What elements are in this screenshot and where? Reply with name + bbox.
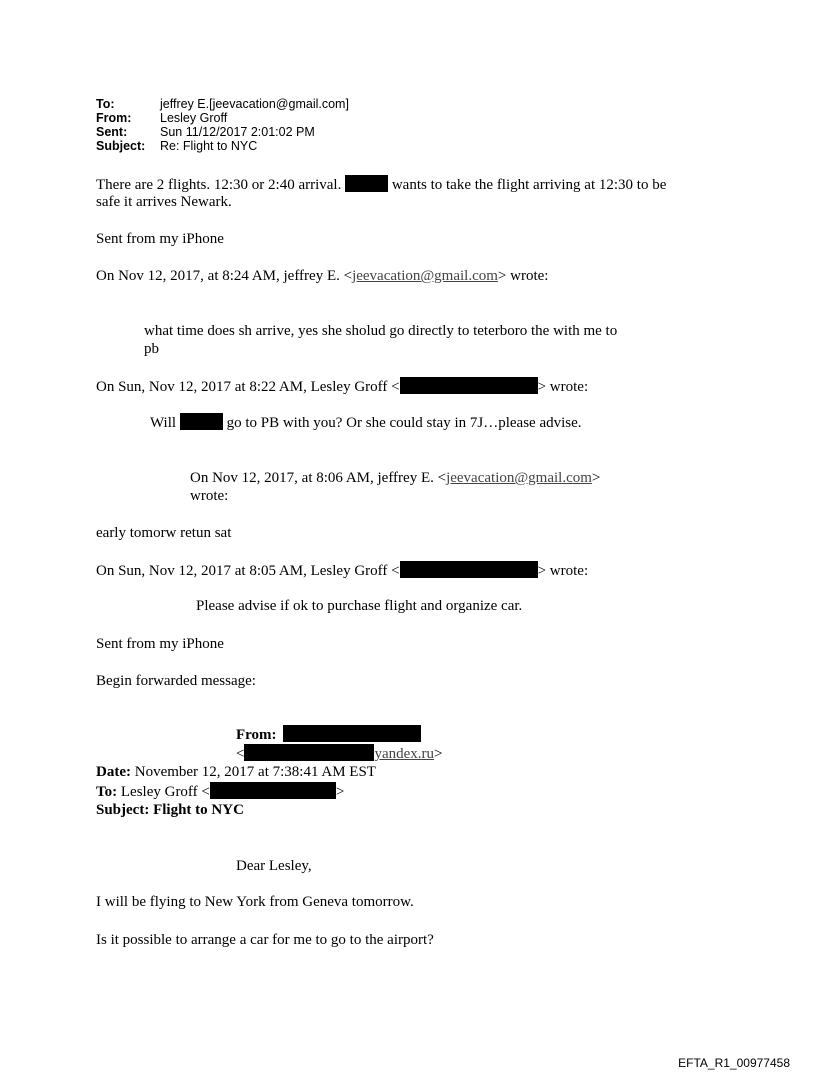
quote3-body: early tomorw retun sat (96, 525, 232, 541)
quote2-body (150, 413, 582, 432)
header-sent-label: Sent: (96, 125, 128, 139)
quote3-intro-text: On Nov 12, 2017, at 8:06 AM, jeffrey E. < (190, 470, 447, 486)
quote3-intro-end: > (591, 470, 601, 486)
quote4-intro (96, 561, 588, 580)
msg1-line1 (96, 175, 666, 194)
email-link[interactable]: yandex.ru (374, 746, 435, 762)
header-sent-value: Sun 11/12/2017 2:01:02 PM (160, 125, 315, 139)
quote2-intro (96, 377, 588, 396)
fwd-date-value: November 12, 2017 at 7:38:41 AM EST (130, 764, 376, 780)
email-link[interactable]: jeevacation@gmail.com (352, 268, 498, 284)
redaction-box (400, 561, 538, 578)
fwd-from-row (236, 726, 277, 744)
quote2-body-text-b: go to PB with you? Or she could stay in 7J…please advise. (226, 415, 582, 431)
quote4-sent-from: Sent from my iPhone (96, 636, 224, 652)
header-from-value: Lesley Groff (160, 111, 228, 125)
header-subject-value: Re: Flight to NYC (160, 139, 258, 153)
fwd-to-row (96, 782, 344, 801)
quote1-body-line2: pb (144, 341, 159, 357)
quote1-intro (96, 267, 548, 285)
email-link[interactable]: jeevacation@gmail.com (446, 470, 592, 486)
quote4-body: Please advise if ok to purchase flight and organize car. (196, 598, 523, 614)
header-to-label: To: (96, 97, 115, 111)
fwd-to-close: > (335, 784, 345, 800)
redaction-box (210, 782, 336, 799)
quote1-intro-text: On Nov 12, 2017, at 8:24 AM, jeffrey E. < (96, 268, 353, 284)
redaction-box (244, 744, 374, 761)
quote4-intro-end: > wrote: (537, 563, 589, 579)
msg1-text-a: There are 2 flights. 12:30 or 2:40 arrival. (96, 177, 342, 193)
redaction-box (180, 413, 223, 430)
fwd-date-label: Date: (96, 764, 131, 780)
header-subject-label: Subject: (96, 139, 146, 153)
fwd-subject-row: Subject: Flight to NYC (96, 802, 244, 818)
fwd-email-open: < (236, 746, 245, 762)
document-id: EFTA_R1_00977458 (678, 1056, 790, 1070)
quote2-body-text-a: Will (150, 415, 177, 431)
fwd-to-label: To: (96, 784, 118, 800)
fwd-from-label: From: (236, 727, 277, 743)
header-to-value: jeffrey E.[jeevacation@gmail.com] (160, 97, 349, 111)
quote1-body-line1: what time does sh arrive, yes she sholud go directly to teterboro the with me to (144, 323, 618, 339)
fwd-line1: I will be flying to New York from Geneva tomorrow. (96, 894, 414, 910)
quote3-intro-line2: wrote: (190, 488, 229, 504)
forwarded-intro: Begin forwarded message: (96, 673, 256, 689)
redaction-box (283, 725, 421, 742)
header-from-label: From: (96, 111, 132, 125)
quote2-intro-end: > wrote: (537, 379, 589, 395)
quote4-intro-text: On Sun, Nov 12, 2017 at 8:05 AM, Lesley Groff < (96, 563, 400, 579)
quote3-intro (190, 469, 600, 487)
redaction-box (345, 175, 388, 192)
msg1-line2: safe it arrives Newark. (96, 194, 232, 210)
quote1-intro-end: > wrote: (497, 268, 549, 284)
fwd-email-close: > (434, 746, 443, 762)
fwd-to-value: Lesley Groff < (117, 784, 210, 800)
quote2-intro-text: On Sun, Nov 12, 2017 at 8:22 AM, Lesley Groff < (96, 379, 400, 395)
redaction-box (400, 377, 538, 394)
fwd-greeting: Dear Lesley, (236, 858, 312, 874)
fwd-line2: Is it possible to arrange a car for me to go to the airport? (96, 932, 434, 948)
msg1-sent-from: Sent from my iPhone (96, 231, 224, 247)
fwd-date-row (96, 763, 376, 781)
msg1-text-b: wants to take the flight arriving at 12:30 to be (391, 177, 667, 193)
fwd-email-row (236, 744, 443, 763)
